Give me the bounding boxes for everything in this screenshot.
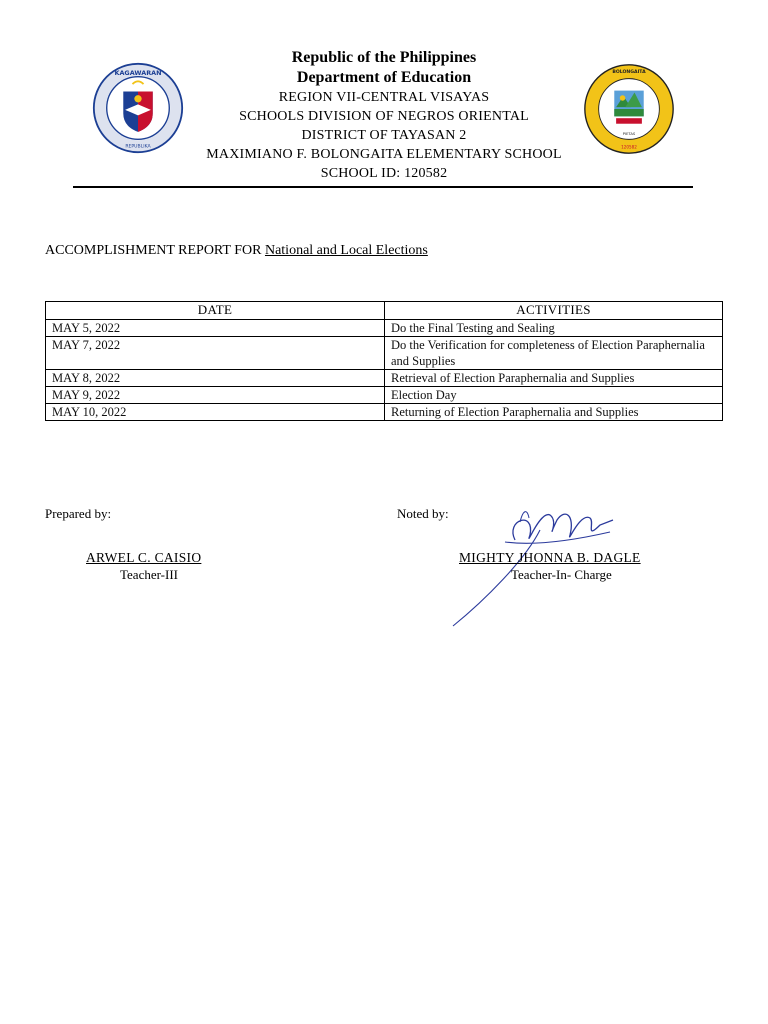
svg-text:PIETAS: PIETAS bbox=[622, 131, 636, 136]
letterhead-region: REGION VII-CENTRAL VISAYAS bbox=[278, 90, 490, 105]
date-column-header: DATE bbox=[46, 302, 385, 320]
row-activity: Returning of Election Paraphernalia and Supplies bbox=[385, 404, 723, 421]
noted-by-label: Noted by: bbox=[397, 506, 449, 521]
letterhead-school-id: SCHOOL ID: 120582 bbox=[320, 166, 448, 181]
table-row bbox=[46, 404, 723, 421]
prepared-by-name: ARWEL C. CAISIO bbox=[86, 550, 202, 565]
row-activity: Retrieval of Election Paraphernalia and Supplies bbox=[385, 370, 723, 387]
row-activity: Election Day bbox=[385, 387, 723, 404]
school-seal-logo bbox=[583, 63, 675, 155]
report-title-prefix: ACCOMPLISHMENT REPORT FOR bbox=[45, 243, 265, 258]
svg-text:120582: 120582 bbox=[621, 144, 637, 150]
header-divider bbox=[73, 186, 693, 188]
activities-table bbox=[45, 301, 723, 421]
row-date: MAY 9, 2022 bbox=[46, 387, 385, 404]
table-row bbox=[46, 370, 723, 387]
report-title bbox=[45, 243, 428, 259]
letterhead-republic: Republic of the Philippines bbox=[291, 49, 477, 66]
table-row bbox=[46, 387, 723, 404]
prepared-by-label: Prepared by: bbox=[45, 506, 112, 521]
row-activity: Do the Verification for completeness of Election Paraphernalia and Supplies bbox=[385, 337, 723, 370]
svg-text:REPUBLIKA: REPUBLIKA bbox=[125, 144, 151, 150]
letterhead-division: SCHOOLS DIVISION OF NEGROS ORIENTAL bbox=[239, 109, 529, 124]
row-date: MAY 7, 2022 bbox=[46, 337, 385, 370]
noted-by-position: Teacher-In- Charge bbox=[511, 567, 612, 582]
row-activity: Do the Final Testing and Sealing bbox=[385, 320, 723, 337]
svg-text:BOLONGAITA: BOLONGAITA bbox=[612, 70, 646, 76]
letterhead-department: Department of Education bbox=[296, 69, 472, 86]
svg-text:KAGAWARAN: KAGAWARAN bbox=[114, 68, 162, 77]
activities-column-header: ACTIVITIES bbox=[385, 302, 723, 320]
report-title-subject: National and Local Elections bbox=[264, 243, 428, 258]
table-row bbox=[46, 320, 723, 337]
row-date: MAY 8, 2022 bbox=[46, 370, 385, 387]
table-row bbox=[46, 337, 723, 370]
noted-by-name: MIGHTY JHONNA B. DAGLE bbox=[459, 550, 641, 565]
row-date: MAY 5, 2022 bbox=[46, 320, 385, 337]
letterhead-school: MAXIMIANO F. BOLONGAITA ELEMENTARY SCHOOL bbox=[206, 147, 562, 162]
prepared-by-position: Teacher-III bbox=[120, 567, 178, 582]
letterhead bbox=[150, 48, 618, 183]
row-date: MAY 10, 2022 bbox=[46, 404, 385, 421]
letterhead-district: DISTRICT OF TAYASAN 2 bbox=[301, 128, 467, 143]
table-header-row bbox=[46, 302, 723, 320]
